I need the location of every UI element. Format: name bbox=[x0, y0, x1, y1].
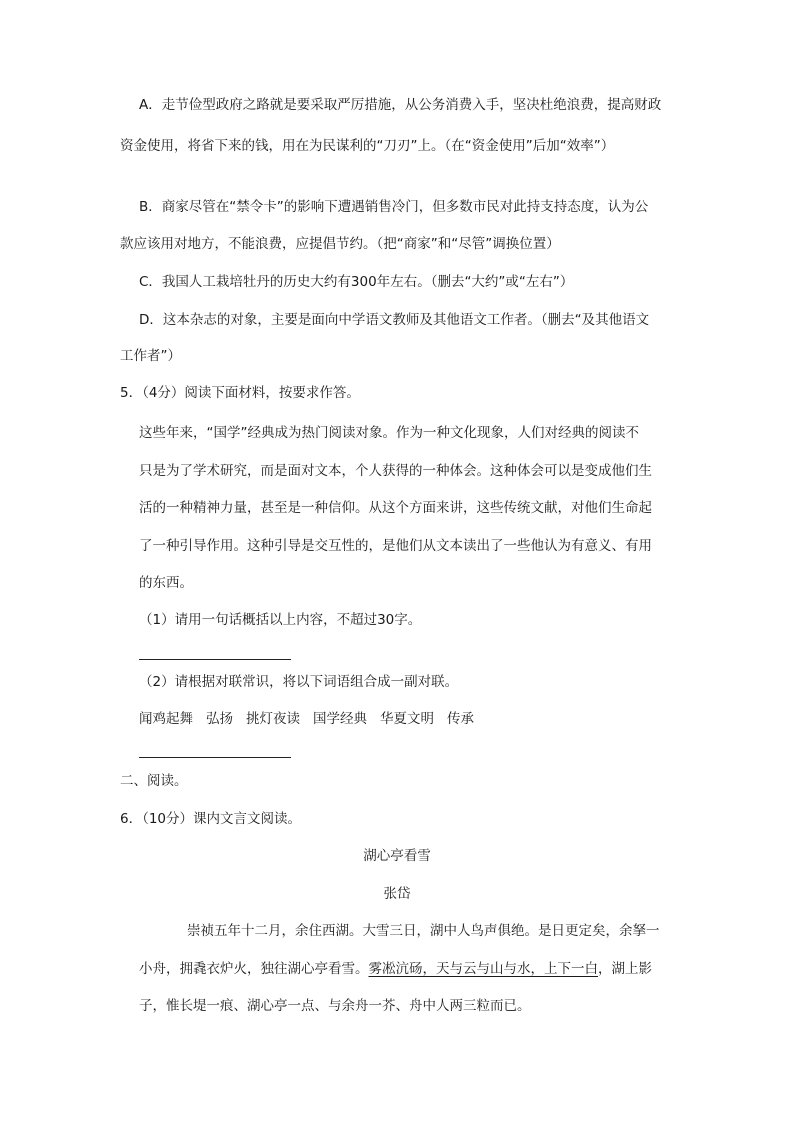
passage-line: 崇祯五年十二月，余住西湖。大雪三日，湖中人鸟声俱绝。是日更定矣，余拏一 bbox=[187, 923, 660, 939]
option-a-line2: 资金使用，将省下来的钱，用在为民谋利的“刀刃”上。（在“资金使用”后加“效率”） bbox=[120, 138, 615, 154]
option-a-line1: A．走节俭型政府之路就是要采取严厉措施，从公务消费入手，坚决杜绝浪费，提高财政 bbox=[139, 97, 662, 113]
passage-author: 张岱 bbox=[383, 886, 411, 902]
word-item: 华夏文明 bbox=[380, 711, 434, 727]
word-item: 传承 bbox=[447, 711, 474, 727]
q5-sub1: （1）请用一句话概括以上内容，不超过30字。 bbox=[139, 612, 422, 628]
q5-material-line: 这些年来，“国学”经典成为热门阅读对象。作为一种文化现象，人们对经典的阅读不 bbox=[139, 425, 639, 441]
underlined-phrase: 白 bbox=[584, 961, 598, 977]
q5-material-line: 的东西。 bbox=[139, 575, 193, 591]
section-2-heading: 二、阅读。 bbox=[120, 773, 188, 789]
option-d-line2: 工作者”） bbox=[120, 348, 181, 364]
word-item: 闻鸡起舞 bbox=[139, 711, 193, 727]
passage-text: 小舟，拥毳衣炉火，独往湖心亭看雪。 bbox=[139, 961, 369, 977]
word-item: 弘扬 bbox=[206, 711, 233, 727]
question-6-heading: 6．（10分）课内文言文阅读。 bbox=[120, 811, 302, 827]
q5-material-line: 只是为了学术研究，而是面对文本，个人获得的一种体会。这种体会可以是变成他们生 bbox=[139, 463, 652, 479]
passage-line bbox=[139, 959, 652, 979]
q5-sub2: （2）请根据对联常识，将以下词语组合成一副对联。 bbox=[139, 674, 459, 690]
underlined-phrase: 雾凇沆砀，天与云与山与水，上下一 bbox=[368, 961, 585, 977]
option-b-line1: B．商家尽管在“禁令卡”的影响下遭遇销售冷门，但多数市民对此持支持态度，认为公 bbox=[139, 199, 649, 215]
q5-material-line: 活的一种精神力量，甚至是一种信仰。从这个方面来讲，这些传统文献，对他们生命起 bbox=[139, 500, 652, 516]
q5-word-list bbox=[139, 709, 474, 729]
answer-blank-1[interactable] bbox=[139, 659, 291, 660]
answer-blank-2[interactable] bbox=[139, 757, 291, 758]
option-c: C．我国人工栽培牡丹的历史大约有300年左右。（删去“大约”或“左右”） bbox=[139, 274, 574, 290]
q5-material-line: 了一种引导作用。这种引导是交互性的，是他们从文本读出了一些他认为有意义、有用 bbox=[139, 538, 652, 554]
question-5-heading: 5．（4分）阅读下面材料，按要求作答。 bbox=[120, 385, 360, 401]
passage-title: 湖心亭看雪 bbox=[363, 848, 431, 864]
option-d-line1: D．这本杂志的对象，主要是面向中学语文教师及其他语文工作者。（删去“及其他语文 bbox=[139, 312, 650, 328]
option-b-line2: 款应该用对地方，不能浪费，应提倡节约。（把“商家”和“尽管”调换位置） bbox=[120, 236, 560, 252]
passage-line: 子，惟长堤一痕、湖心亭一点、与余舟一芥、舟中人两三粒而已。 bbox=[139, 998, 531, 1014]
passage-text: ，湖上影 bbox=[598, 961, 652, 977]
word-item: 国学经典 bbox=[313, 711, 367, 727]
word-item: 挑灯夜读 bbox=[246, 711, 300, 727]
